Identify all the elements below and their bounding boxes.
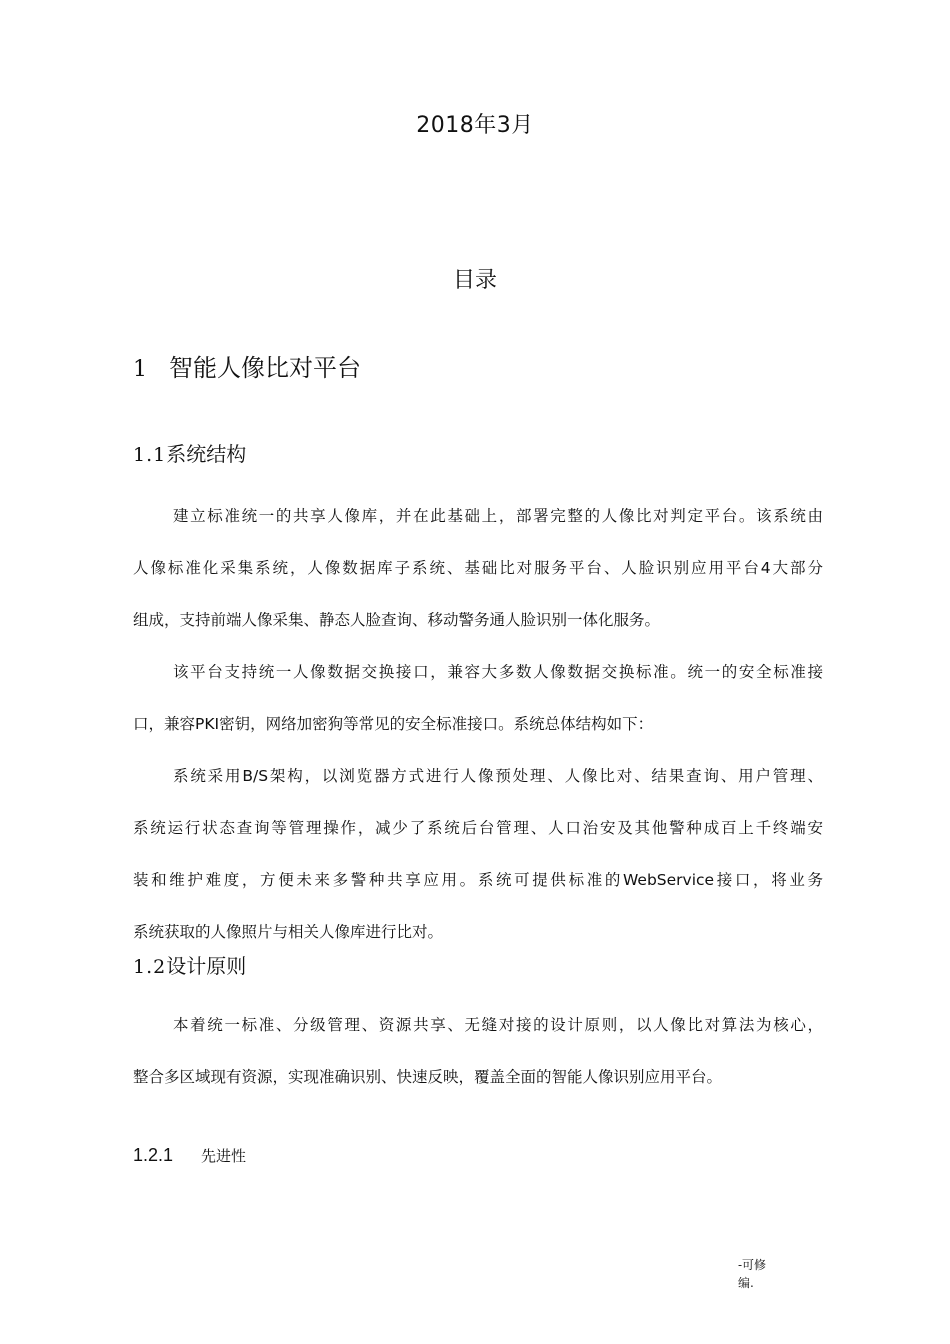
footer-line: 编. [738, 1276, 754, 1290]
paragraph-line: 该平台支持统一人像数据交换接口，兼容大多数人像数据交换标准。统一的安全标准接 [173, 663, 823, 681]
section-heading-1-2 [133, 950, 246, 979]
paragraph-2 [133, 646, 823, 750]
chapter-title: 智能人像比对平台 [169, 354, 361, 382]
paragraph-line: 本着统一标准、分级管理、资源共享、无缝对接的设计原则，以人像比对算法为核心， [173, 1016, 823, 1034]
paragraph-line: 系统运行状态查询等管理操作，减少了系统后台管理、人口治安及其他警种成百上千终端安 [133, 819, 823, 837]
subsection-number: 1.2.1 [133, 1145, 174, 1165]
subsection-heading [133, 1145, 246, 1166]
page-footer [738, 1256, 766, 1292]
paragraph-line: 口，兼容PKI密钥，网络加密狗等常见的安全标准接口。系统总体结构如下： [133, 715, 654, 733]
paragraph-line: 整合多区域现有资源，实现准确识别、快速反映，覆盖全面的智能人像识别应用平台。 [133, 1068, 723, 1086]
toc-title: 目录 [452, 268, 497, 293]
section-title: 系统结构 [166, 442, 247, 466]
paragraph-line: 建立标准统一的共享人像库，并在此基础上，部署完整的人像比对判定平台。该系统由 [173, 507, 823, 525]
chapter-number: 1 [133, 357, 147, 382]
subsection-title: 先进性 [201, 1147, 247, 1165]
paragraph-line: 系统采用B/S架构，以浏览器方式进行人像预处理、人像比对、结果查询、用户管理、 [173, 767, 823, 785]
section-number: 1.2 [133, 956, 167, 978]
paragraph-4 [133, 999, 823, 1103]
section-number: 1.1 [133, 444, 167, 466]
section-title: 设计原则 [166, 954, 247, 978]
chapter-heading [133, 348, 361, 383]
document-date: 2018年3月 [416, 113, 534, 138]
section-heading-1-1 [133, 438, 246, 467]
paragraph-line: 系统获取的人像照片与相关人像库进行比对。 [133, 923, 444, 941]
paragraph-line: 组成，支持前端人像采集、静态人脸查询、移动警务通人脸识别一体化服务。 [133, 611, 661, 629]
paragraph-3 [133, 750, 823, 958]
paragraph-line: 人像标准化采集系统，人像数据库子系统、基础比对服务平台、人脸识别应用平台4大部分 [133, 559, 823, 577]
paragraph-1 [133, 490, 823, 646]
footer-line: -可修 [738, 1258, 767, 1272]
paragraph-line: 装和维护难度，方便未来多警种共享应用。系统可提供标准的WebService接口，将业务 [133, 871, 823, 889]
